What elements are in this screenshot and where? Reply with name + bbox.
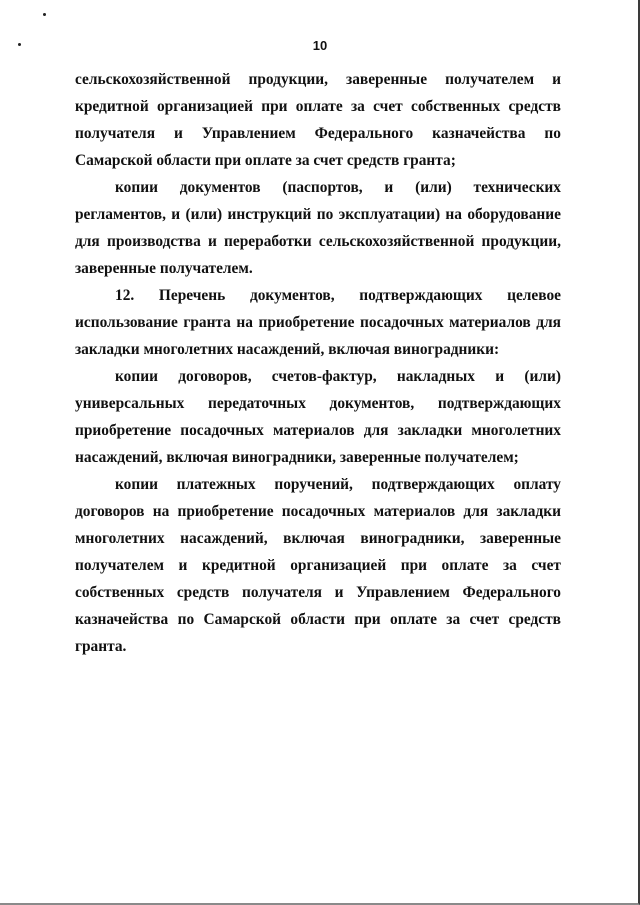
- scan-speck: [43, 13, 46, 16]
- paragraph: копии платежных поручений, подтверждающих оплату договоров на приобретение посадочных материалов для закладки многолетних насаждений, включая виноградники, заверенные получателем и кредитной организацией при оплате за счет собственных средств получателя и Управлением Федерального казначейства по Самарской области при оплате за счет средств гранта.: [75, 476, 561, 655]
- document-body: [75, 66, 561, 660]
- paragraph: копии документов (паспортов, и (или) технических регламентов, и (или) инструкций по эксплуатации) на оборудование для производства и переработки сельскохозяйственной продукции, заверенные получателем.: [75, 179, 561, 277]
- paragraph: сельскохозяйственной продукции, заверенные получателем и кредитной организацией при оплате за счет собственных средств получателя и Управлением Федерального казначейства по Самарской области при оплате за счет средств гранта;: [75, 71, 561, 169]
- page-number: 10: [312, 38, 328, 53]
- paragraph: копии договоров, счетов-фактур, накладных и (или) универсальных передаточных документов, подтверждающих приобретение посадочных материалов для закладки многолетних насаждений, включая виноградники, заверенные получателем;: [75, 368, 561, 466]
- paragraph: 12. Перечень документов, подтверждающих целевое использование гранта на приобретение посадочных материалов для закладки многолетних насаждений, включая виноградники:: [75, 287, 561, 358]
